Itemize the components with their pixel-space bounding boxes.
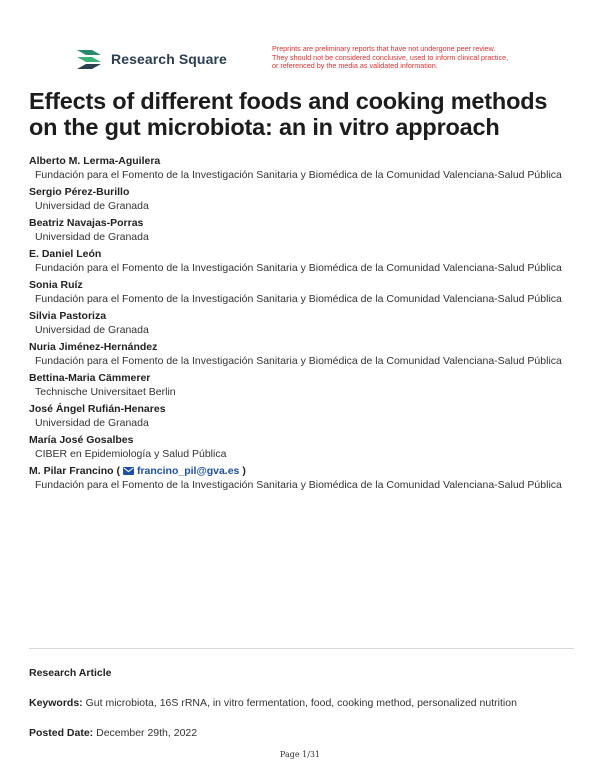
preprint-disclaimer <box>272 45 572 71</box>
research-square-logo-icon <box>74 47 104 71</box>
posted-date-value: December 29th, 2022 <box>96 727 198 739</box>
author-affiliation: Technische Universitaet Berlin <box>35 386 176 398</box>
author-affiliation: Universidad de Granada <box>35 200 149 212</box>
author-affiliation: Universidad de Granada <box>35 324 149 336</box>
envelope-icon <box>123 467 134 475</box>
author-email-link[interactable] <box>123 465 239 477</box>
author-email: francino_pil@gva.es <box>136 465 240 477</box>
author-name: Alberto M. Lerma-Aguilera <box>29 155 161 167</box>
author-affiliation: Universidad de Granada <box>35 231 149 243</box>
author-name: Sonia Ruíz <box>29 279 83 291</box>
author-entry <box>29 402 569 431</box>
corresponding-author <box>29 464 569 478</box>
author-list <box>29 154 569 495</box>
keywords-line <box>29 697 517 709</box>
author-name: E. Daniel León <box>29 248 102 260</box>
author-affiliation: Fundación para el Fomento de la Investigación Sanitaria y Biomédica de la Comunidad Valenciana-Salud Pública <box>35 479 562 491</box>
author-entry <box>29 154 569 183</box>
article-type: Research Article <box>29 667 112 679</box>
author-entry <box>29 309 569 338</box>
author-affiliation: CIBER en Epidemiología y Salud Pública <box>35 448 227 460</box>
section-divider <box>29 648 574 649</box>
author-affiliation: Fundación para el Fomento de la Investigación Sanitaria y Biomédica de la Comunidad Valenciana-Salud Pública <box>35 293 562 305</box>
author-entry <box>29 216 569 245</box>
email-paren-close: ) <box>242 465 246 477</box>
author-name: Beatriz Navajas-Porras <box>29 217 144 229</box>
keywords-value: Gut microbiota, 16S rRNA, in vitro fermentation, food, cooking method, personalized nutrition <box>85 697 517 709</box>
author-name: Silvia Pastoriza <box>29 310 107 322</box>
author-entry <box>29 185 569 214</box>
author-entry <box>29 340 569 369</box>
author-name: María José Gosalbes <box>29 434 134 446</box>
email-paren-open: ( <box>116 465 121 477</box>
author-entry <box>29 278 569 307</box>
posted-date-line <box>29 727 197 739</box>
keywords-label: Keywords: <box>29 697 83 709</box>
author-entry <box>29 433 569 462</box>
author-entry <box>29 247 569 276</box>
author-name: M. Pilar Francino <box>29 465 114 477</box>
page-number: Page 1/31 <box>279 750 321 759</box>
posted-date-label: Posted Date: <box>29 727 94 739</box>
author-name: José Ángel Rufián-Henares <box>29 403 166 415</box>
disclaimer-line: or referenced by the media as validated information. <box>272 61 438 71</box>
author-affiliation: Fundación para el Fomento de la Investigación Sanitaria y Biomédica de la Comunidad Valenciana-Salud Pública <box>35 169 562 181</box>
author-name: Nuria Jiménez-Hernández <box>29 341 158 353</box>
author-entry <box>29 371 569 400</box>
research-square-logo[interactable] <box>74 47 227 71</box>
author-name: Sergio Pérez-Burillo <box>29 186 130 198</box>
paper-title: Effects of different foods and cooking methods on the gut microbiota: an in vitro approach <box>29 88 548 140</box>
author-name: Bettina-Maria Cämmerer <box>29 372 151 384</box>
author-affiliation: Fundación para el Fomento de la Investigación Sanitaria y Biomédica de la Comunidad Valenciana-Salud Pública <box>35 355 562 367</box>
author-affiliation: Fundación para el Fomento de la Investigación Sanitaria y Biomédica de la Comunidad Valenciana-Salud Pública <box>35 262 562 274</box>
author-entry <box>29 464 569 493</box>
disclaimer-line: Preprints are preliminary reports that have not undergone peer review. <box>272 44 496 53</box>
disclaimer-line: They should not be considered conclusive, used to inform clinical practice, <box>272 52 509 62</box>
author-affiliation: Universidad de Granada <box>35 417 149 429</box>
logo-text: Research Square <box>111 51 227 67</box>
